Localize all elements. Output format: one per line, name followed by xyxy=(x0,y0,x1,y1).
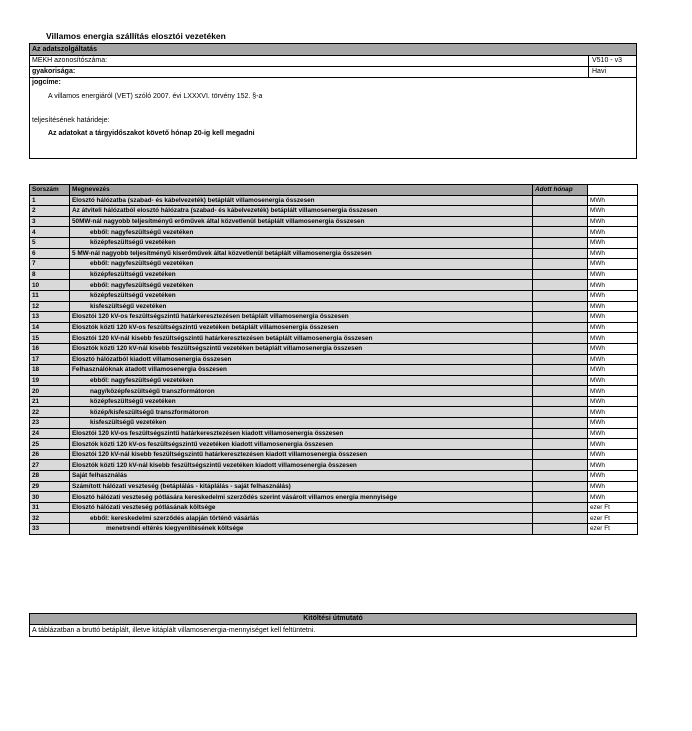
row-unit: MWh xyxy=(588,343,638,354)
month-value-cell[interactable] xyxy=(533,428,588,439)
row-unit: MWh xyxy=(588,301,638,312)
table-row xyxy=(30,333,638,344)
row-number: 7 xyxy=(30,259,70,270)
table-row xyxy=(30,206,638,217)
table-row xyxy=(30,259,638,270)
row-name: Elosztók közti 120 kV-os feszültségszintű vezetéken betáplált villamosenergia összesen xyxy=(70,322,533,333)
row-unit: MWh xyxy=(588,375,638,386)
row-name: kisfeszültségű vezetéken xyxy=(70,301,533,312)
table-row xyxy=(30,428,638,439)
table-row xyxy=(30,386,638,397)
month-value-cell[interactable] xyxy=(533,460,588,471)
row-name: Elosztó hálózati veszteség pótlásának költsége xyxy=(70,502,533,513)
month-value-cell[interactable] xyxy=(533,407,588,418)
row-name: középfeszültségű vezetéken xyxy=(70,290,533,301)
row-number: 8 xyxy=(30,269,70,280)
row-name: középfeszültségű vezetéken xyxy=(70,269,533,280)
row-unit: MWh xyxy=(588,386,638,397)
table-row xyxy=(30,513,638,524)
month-value-cell[interactable] xyxy=(533,354,588,365)
row-name: Elosztók közti 120 kV-nál kisebb feszültségszintű vezetéken kiadott villamosenergia összesen xyxy=(70,460,533,471)
row-unit: MWh xyxy=(588,428,638,439)
row-name: nagy/középfeszültségű transzformátoron xyxy=(70,386,533,397)
row-name: Számított hálózati veszteség (betáplálás - kitáplálás - saját felhasználás) xyxy=(70,481,533,492)
mekh-label: MEKH azonosítószáma: xyxy=(30,56,589,66)
row-number: 23 xyxy=(30,418,70,429)
data-provision-header xyxy=(29,43,637,159)
deadline-label: teljesítésének határideje: xyxy=(32,117,110,124)
row-unit: MWh xyxy=(588,206,638,217)
row-unit: ezer Ft xyxy=(588,524,638,535)
table-row xyxy=(30,524,638,535)
row-unit: MWh xyxy=(588,333,638,344)
row-name: Elosztó hálózati veszteség pótlására kereskedelmi szerződés szerint vásárolt villamos energia mennyisége xyxy=(70,492,533,503)
row-name: 5 MW-nál nagyobb teljesítményű kiserőművek által közvetlenül betáplált villamosenergia összesen xyxy=(70,248,533,259)
instructions-heading: Kitöltési útmutató xyxy=(30,614,636,625)
row-unit: MWh xyxy=(588,227,638,238)
month-value-cell[interactable] xyxy=(533,290,588,301)
month-value-cell[interactable] xyxy=(533,418,588,429)
row-name: ebből: nagyfeszültségű vezetéken xyxy=(70,259,533,270)
row-name: Elosztók közti 120 kV-nál kisebb feszültségszintű vezetéken betáplált villamosenergia összesen xyxy=(70,343,533,354)
row-number: 4 xyxy=(30,227,70,238)
row-number: 19 xyxy=(30,375,70,386)
table-row xyxy=(30,439,638,450)
table-row xyxy=(30,471,638,482)
row-unit: MWh xyxy=(588,237,638,248)
row-unit: MWh xyxy=(588,259,638,270)
row-unit: MWh xyxy=(588,407,638,418)
section-heading: Az adatszolgáltatás xyxy=(30,44,636,56)
row-unit: MWh xyxy=(588,195,638,206)
row-name: ebből: nagyfeszültségű vezetéken xyxy=(70,280,533,291)
row-number: 21 xyxy=(30,396,70,407)
table-row xyxy=(30,492,638,503)
table-row xyxy=(30,290,638,301)
table-body xyxy=(30,195,638,534)
row-name: kisfeszültségű vezetéken xyxy=(70,418,533,429)
row-number: 32 xyxy=(30,513,70,524)
table-row xyxy=(30,449,638,460)
row-name: Felhasználóknak átadott villamosenergia összesen xyxy=(70,365,533,376)
month-value-cell[interactable] xyxy=(533,333,588,344)
row-unit: MWh xyxy=(588,312,638,323)
row-number: 28 xyxy=(30,471,70,482)
row-number: 31 xyxy=(30,502,70,513)
row-unit: MWh xyxy=(588,248,638,259)
row-name: Elosztó hálózatból kiadott villamosenergia összesen xyxy=(70,354,533,365)
row-number: 12 xyxy=(30,301,70,312)
table-row xyxy=(30,248,638,259)
row-number: 25 xyxy=(30,439,70,450)
month-value-cell[interactable] xyxy=(533,322,588,333)
mekh-row xyxy=(30,56,636,67)
month-value-cell[interactable] xyxy=(533,343,588,354)
row-name: Elosztók közti 120 kV-os feszültségszintű vezetéken kiadott villamosenergia összesen xyxy=(70,439,533,450)
row-name: ebből: nagyfeszültségű vezetéken xyxy=(70,375,533,386)
row-name: ebből: nagyfeszültségű vezetéken xyxy=(70,227,533,238)
row-name: menetrendi eltérés kiegyenlítésének költsége xyxy=(70,524,533,535)
row-number: 33 xyxy=(30,524,70,535)
col-header-unit xyxy=(588,185,638,196)
month-value-cell[interactable] xyxy=(533,259,588,270)
table-row xyxy=(30,365,638,376)
table-row xyxy=(30,407,638,418)
month-value-cell[interactable] xyxy=(533,237,588,248)
table-row xyxy=(30,481,638,492)
row-unit: MWh xyxy=(588,396,638,407)
row-unit: MWh xyxy=(588,365,638,376)
month-value-cell[interactable] xyxy=(533,492,588,503)
table-row xyxy=(30,375,638,386)
month-value-cell[interactable] xyxy=(533,206,588,217)
row-number: 20 xyxy=(30,386,70,397)
row-number: 16 xyxy=(30,343,70,354)
row-unit: MWh xyxy=(588,471,638,482)
row-number: 27 xyxy=(30,460,70,471)
col-header-number: Sorszám xyxy=(30,185,70,196)
mekh-value: V510 - v3 xyxy=(592,57,622,64)
col-header-name: Megnevezés xyxy=(70,185,533,196)
row-number: 30 xyxy=(30,492,70,503)
row-number: 18 xyxy=(30,365,70,376)
row-number: 29 xyxy=(30,481,70,492)
month-value-cell[interactable] xyxy=(533,513,588,524)
row-name: Elosztói 120 kV-os feszültségszintű határkeresztezésen kiadott villamosenergia összesen xyxy=(70,428,533,439)
table-row xyxy=(30,280,638,291)
month-value-cell[interactable] xyxy=(533,524,588,535)
energy-table xyxy=(29,184,638,535)
table-row xyxy=(30,237,638,248)
month-value-cell[interactable] xyxy=(533,439,588,450)
table-header-row xyxy=(30,185,638,196)
table-row xyxy=(30,216,638,227)
row-number: 6 xyxy=(30,248,70,259)
row-unit: ezer Ft xyxy=(588,513,638,524)
table-row xyxy=(30,343,638,354)
row-name: Elosztói 120 kV-nál kisebb feszültségszintű határkeresztezésen kiadott villamosenergia összesen xyxy=(70,449,533,460)
row-unit: MWh xyxy=(588,439,638,450)
row-unit: MWh xyxy=(588,269,638,280)
table-row xyxy=(30,312,638,323)
table-row xyxy=(30,322,638,333)
row-unit: MWh xyxy=(588,492,638,503)
jogcim-label: jogcíme: xyxy=(32,79,61,86)
row-name: középfeszültségű vezetéken xyxy=(70,237,533,248)
month-value-cell[interactable] xyxy=(533,216,588,227)
row-unit: MWh xyxy=(588,449,638,460)
month-value-cell[interactable] xyxy=(533,301,588,312)
frequency-label: gyakorisága: xyxy=(30,67,589,77)
row-unit: ezer Ft xyxy=(588,502,638,513)
row-number: 2 xyxy=(30,206,70,217)
month-value-cell[interactable] xyxy=(533,280,588,291)
row-name: Elosztó hálózatba (szabad- és kábelvezeték) betáplált villamosenergia összesen xyxy=(70,195,533,206)
row-number: 15 xyxy=(30,333,70,344)
row-number: 5 xyxy=(30,237,70,248)
page-title: Villamos energia szállítás elosztói vezetéken xyxy=(46,31,226,41)
row-unit: MWh xyxy=(588,280,638,291)
jogcim-text: A villamos energiáról (VET) szóló 2007. évi LXXXVI. törvény 152. §-a xyxy=(48,93,263,100)
row-unit: MWh xyxy=(588,481,638,492)
table-row xyxy=(30,195,638,206)
month-value-cell[interactable] xyxy=(533,396,588,407)
row-unit: MWh xyxy=(588,290,638,301)
row-unit: MWh xyxy=(588,354,638,365)
frequency-value: Havi xyxy=(592,68,607,75)
month-value-cell[interactable] xyxy=(533,248,588,259)
row-name: Elosztói 120 kV-nál kisebb feszültségszintű határkeresztezésen betáplált villamosenergia összesen xyxy=(70,333,533,344)
month-value-cell[interactable] xyxy=(533,227,588,238)
row-name: 50MW-nál nagyobb teljesítményű erőművek által közvetlenül betáplált villamosenergia összesen xyxy=(70,216,533,227)
row-number: 24 xyxy=(30,428,70,439)
row-unit: MWh xyxy=(588,216,638,227)
row-name: Saját felhasználás xyxy=(70,471,533,482)
instructions-text: A táblázatban a bruttó betáplált, illetve kitáplált villamosenergia-mennyiséget kell feltüntetni. xyxy=(32,627,316,634)
month-value-cell[interactable] xyxy=(533,365,588,376)
month-value-cell[interactable] xyxy=(533,449,588,460)
row-number: 1 xyxy=(30,195,70,206)
row-unit: MWh xyxy=(588,418,638,429)
table-row xyxy=(30,227,638,238)
month-value-cell[interactable] xyxy=(533,386,588,397)
month-value-cell[interactable] xyxy=(533,195,588,206)
month-value-cell[interactable] xyxy=(533,471,588,482)
row-number: 14 xyxy=(30,322,70,333)
row-number: 17 xyxy=(30,354,70,365)
table-row xyxy=(30,396,638,407)
month-value-cell[interactable] xyxy=(533,375,588,386)
row-number: 11 xyxy=(30,290,70,301)
table-row xyxy=(30,460,638,471)
row-number: 22 xyxy=(30,407,70,418)
row-name: ebből: kereskedelmi szerződés alapján történő vásárlás xyxy=(70,513,533,524)
row-unit: MWh xyxy=(588,460,638,471)
month-value-cell[interactable] xyxy=(533,269,588,280)
row-number: 13 xyxy=(30,312,70,323)
row-name: közép/kisfeszültségű transzformátoron xyxy=(70,407,533,418)
row-number: 3 xyxy=(30,216,70,227)
table-row xyxy=(30,301,638,312)
instructions-box xyxy=(29,613,637,637)
table-row xyxy=(30,502,638,513)
row-number: 26 xyxy=(30,449,70,460)
month-value-cell[interactable] xyxy=(533,481,588,492)
month-value-cell[interactable] xyxy=(533,312,588,323)
row-unit: MWh xyxy=(588,322,638,333)
col-header-month: Adott hónap xyxy=(533,185,588,196)
deadline-text: Az adatokat a tárgyidőszakot követő hónap 20-ig kell megadni xyxy=(48,130,255,137)
month-value-cell[interactable] xyxy=(533,502,588,513)
row-name: Az átviteli hálózatból elosztó hálózatra (szabad- és kábelvezeték) betáplált villamosenergia összesen xyxy=(70,206,533,217)
table-row xyxy=(30,418,638,429)
row-number: 10 xyxy=(30,280,70,291)
frequency-row xyxy=(30,67,636,78)
row-name: középfeszültségű vezetéken xyxy=(70,396,533,407)
table-row xyxy=(30,354,638,365)
table-row xyxy=(30,269,638,280)
row-name: Elosztói 120 kV-os feszültségszintű határkeresztezésen betáplált villamosenergia összesen xyxy=(70,312,533,323)
